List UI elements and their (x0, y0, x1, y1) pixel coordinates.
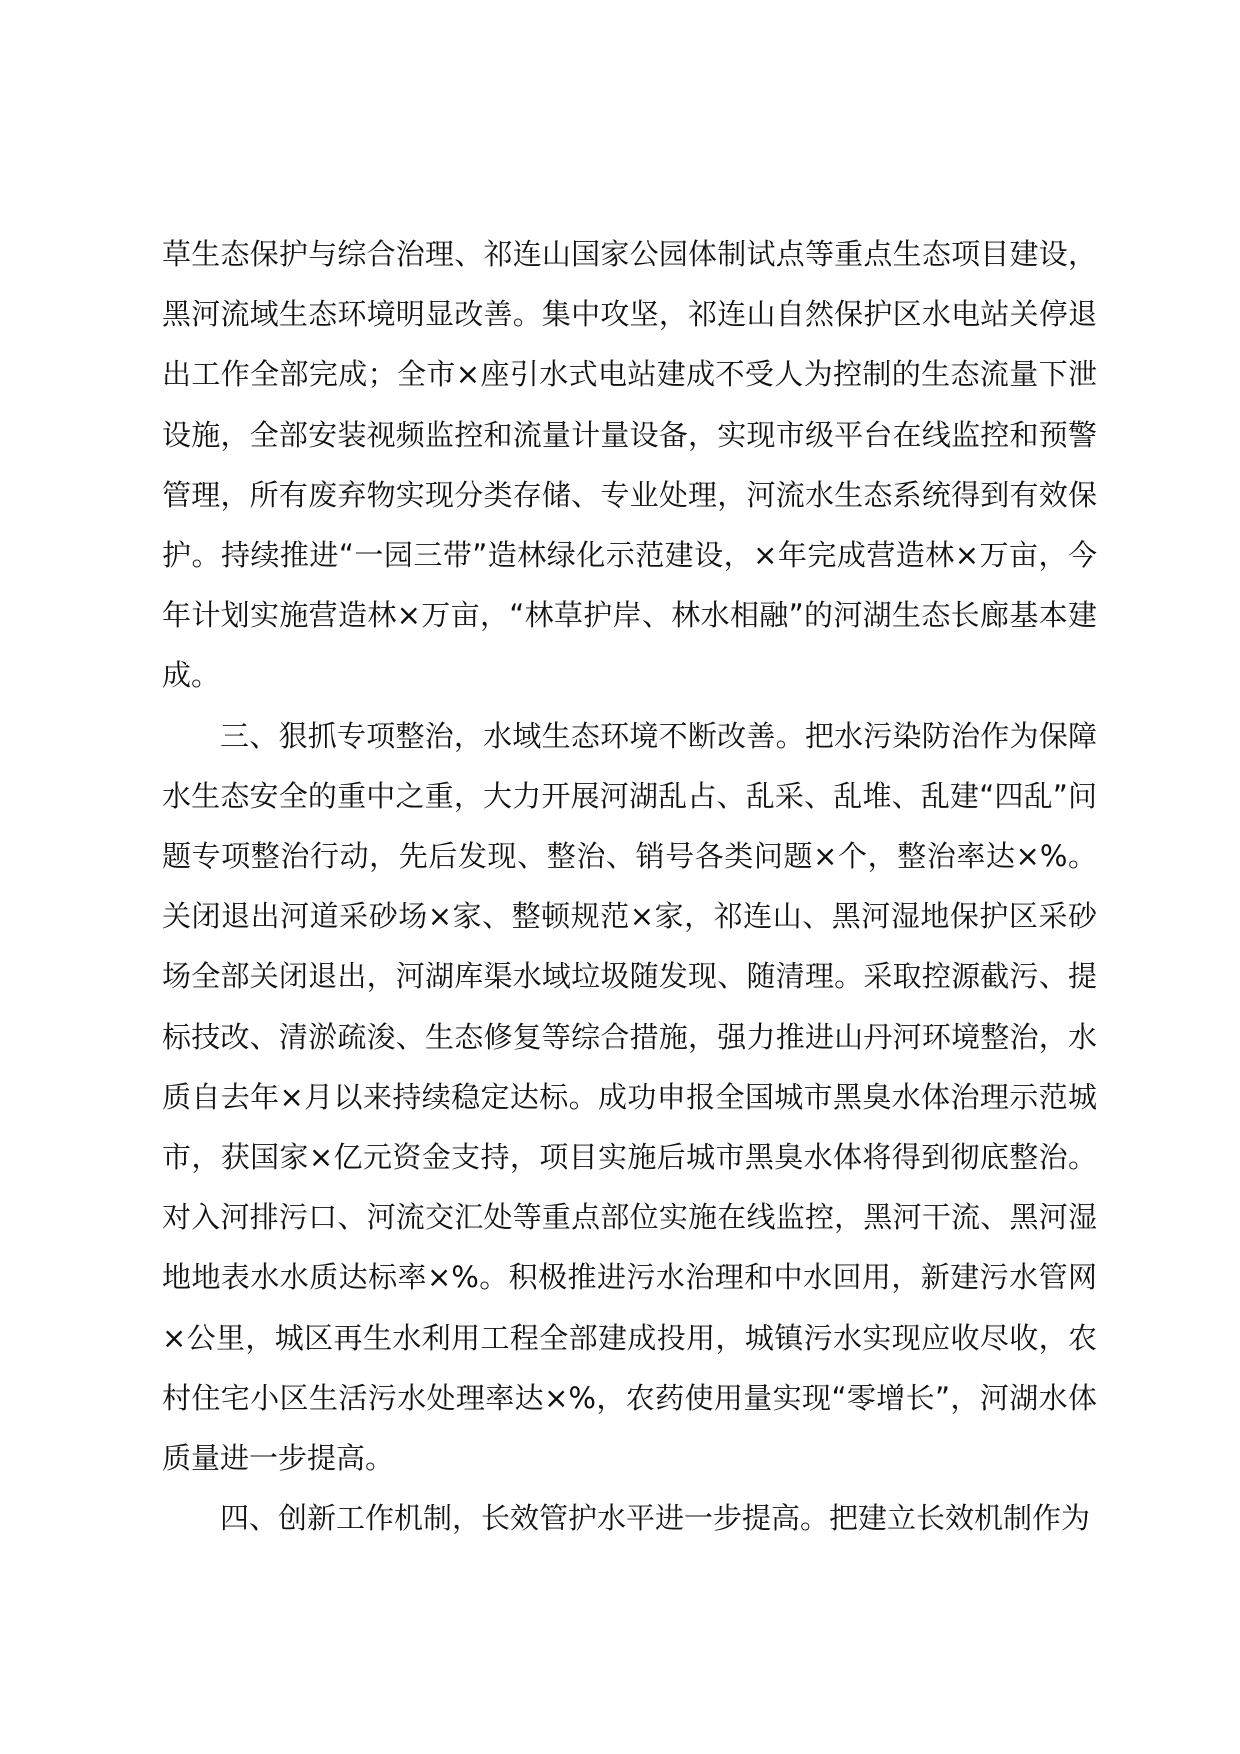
paragraph-section-3: 三、狠抓专项整治，水域生态环境不断改善。把水污染防治作为保障水生态安全的重中之重，大力开展河湖乱占、乱采、乱堆、乱建“四乱”问题专项整治行动，先后发现、整治、销号各类问题×个，整治率达×%。关闭退出河道采砂场×家、整顿规范×家，祁连山、黑河湿地保护区采砂场全部关闭退出，河湖库渠水域垃圾随发现、随清理。采取控源截污、提标技改、清淤疏浚、生态修复等综合措施，强力推进山丹河环境整治，水质自去年×月以来持续稳定达标。成功申报全国城市黑臭水体治理示范城市，获国家×亿元资金支持，项目实施后城市黑臭水体将得到彻底整治。对入河排污口、河流交汇处等重点部位实施在线监控，黑河干流、黑河湿地地表水水质达标率×%。积极推进污水治理和中水回用，新建污水管网×公里，城区再生水利用工程全部建成投用，城镇污水实现应收尽收，农村住宅小区生活污水处理率达×%，农药使用量实现“零增长”，河湖水体质量进一步提高。 (162, 718, 1097, 1476)
paragraph-section-4: 四、创新工作机制，长效管护水平进一步提高。把建立长效机制作为 (220, 1501, 1091, 1536)
paragraph-continuation: 草生态保护与综合治理、祁连山国家公园体制试点等重点生态项目建设，黑河流域生态环境明显改善。集中攻坚，祁连山自然保护区水电站关停退出工作全部完成；全市×座引水式电站建成不受人为控制的生态流量下泄设施，全部安装视频监控和流量计量设备，实现市级平台在线监控和预警管理，所有废弃物实现分类存储、专业处理，河流水生态系统得到有效保护。持续推进“一园三带”造林绿化示范建设，×年完成营造林×万亩，今年计划实施营造林×万亩，“林草护岸、林水相融”的河湖生态长廊基本建成。 (162, 237, 1097, 693)
body-text (162, 224, 1097, 1548)
